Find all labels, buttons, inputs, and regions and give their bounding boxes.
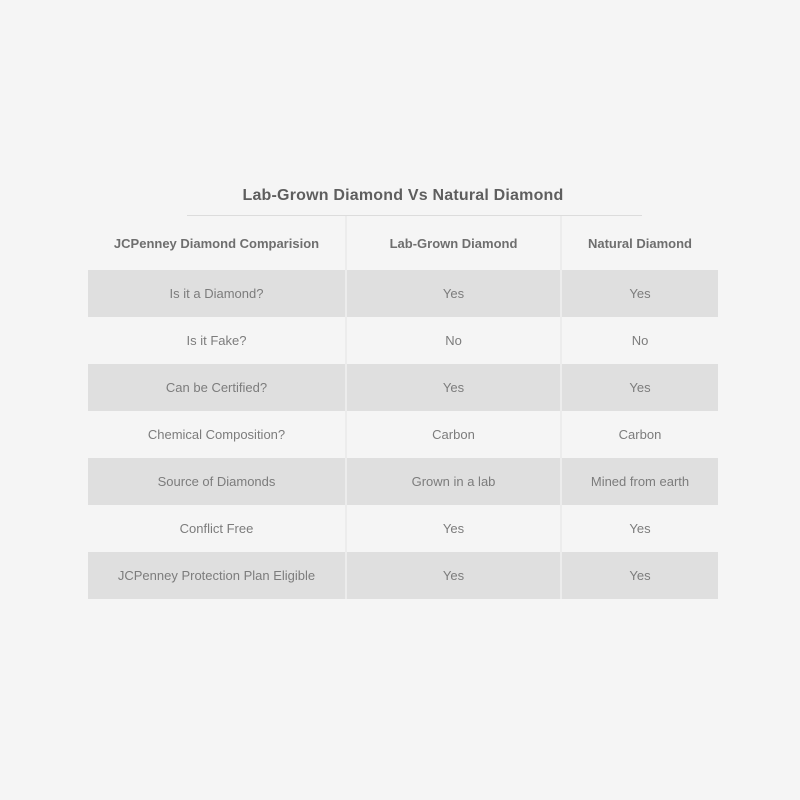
table-row bbox=[88, 505, 718, 552]
cell-feature: Source of Diamonds bbox=[157, 474, 276, 489]
cell-feature: Is it Fake? bbox=[186, 333, 247, 348]
cell-feature: JCPenney Protection Plan Eligible bbox=[117, 568, 316, 583]
table-row bbox=[88, 458, 718, 505]
cell-feature: Chemical Composition? bbox=[147, 427, 286, 442]
table-row bbox=[88, 364, 718, 411]
cell-natural-value: No bbox=[560, 317, 718, 364]
cell-natural-value: Yes bbox=[560, 552, 718, 599]
cell-lab-grown-value: Grown in a lab bbox=[345, 458, 560, 505]
header-cell-lab-grown: Lab-Grown Diamond bbox=[345, 216, 560, 270]
cell-lab-grown-value: Yes bbox=[345, 552, 560, 599]
cell-natural-value: Yes bbox=[560, 364, 718, 411]
cell-natural-value: Carbon bbox=[560, 411, 718, 458]
table-row bbox=[88, 317, 718, 364]
table-row bbox=[88, 411, 718, 458]
cell-feature: Is it a Diamond? bbox=[169, 286, 264, 301]
cell-natural-value: Yes bbox=[560, 505, 718, 552]
comparison-infographic bbox=[88, 186, 718, 599]
table-header-row bbox=[88, 216, 718, 270]
cell-lab-grown-value: Carbon bbox=[345, 411, 560, 458]
table-row bbox=[88, 552, 718, 599]
cell-lab-grown-value: Yes bbox=[345, 505, 560, 552]
page-title: Lab-Grown Diamond Vs Natural Diamond bbox=[242, 187, 564, 204]
cell-natural-value: Mined from earth bbox=[560, 458, 718, 505]
table-row bbox=[88, 270, 718, 317]
cell-lab-grown-value: Yes bbox=[345, 270, 560, 317]
header-cell-natural: Natural Diamond bbox=[560, 216, 718, 270]
cell-lab-grown-value: No bbox=[345, 317, 560, 364]
comparison-table bbox=[88, 216, 718, 599]
cell-feature: Conflict Free bbox=[179, 521, 254, 536]
cell-natural-value: Yes bbox=[560, 270, 718, 317]
cell-lab-grown-value: Yes bbox=[345, 364, 560, 411]
cell-feature: Can be Certified? bbox=[165, 380, 268, 395]
header-cell-comparison: JCPenney Diamond Comparision bbox=[113, 235, 320, 251]
